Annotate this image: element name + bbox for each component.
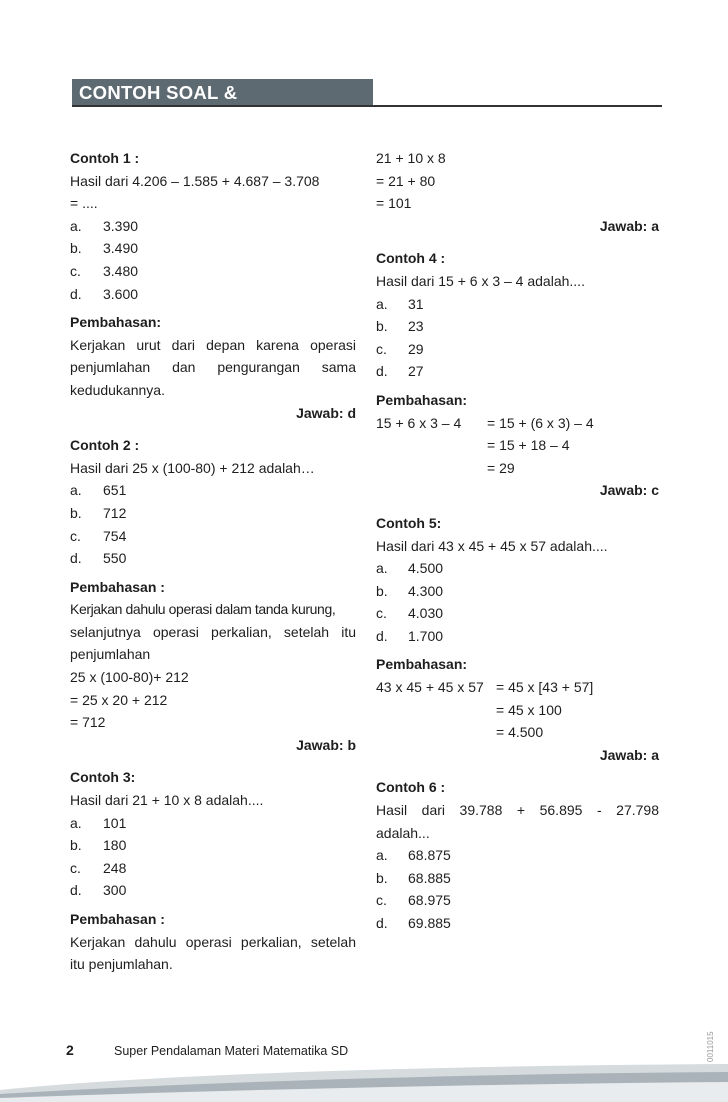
solution-step: = 712 [70,714,106,731]
example-4-question: Hasil dari 15 + 6 x 3 – 4 adalah.... [376,272,585,289]
option-row: c. 248 [70,859,127,876]
option-row: a. 4.500 [376,560,444,577]
explanation-line: selanjutnya operasi perkalian, setelah itu [70,623,356,640]
section-header [72,79,662,130]
explanation-line: kedudukannya. [70,381,165,398]
equation-row: = 29 [487,459,515,476]
footer-swoosh-decoration [0,1060,728,1102]
option-row: c. 29 [376,340,424,357]
answer-label: Jawab: c [599,482,659,499]
left-column [70,147,356,976]
option-row: d. 550 [70,550,127,567]
example-5-question: Hasil dari 43 x 45 + 45 x 57 adalah.... [376,537,608,554]
option-row: b. 68.885 [376,869,451,886]
explanation-line: Kerjakan dahulu operasi dalam tanda kurung, [70,601,336,618]
equation-row: 15 + 6 x 3 – 4 = 15 + (6 x 3) – 4 [376,414,594,431]
option-row: d. 27 [376,363,424,380]
book-title: Super Pendalaman Materi Matematika SD [114,1044,349,1058]
solution-step: = 21 + 80 [376,172,436,189]
option-row: c. 4.030 [376,605,444,622]
explanation-line: Kerjakan dahulu operasi perkalian, setelah [70,933,356,950]
section-title: CONTOH SOAL & PEMBAHASAN [72,79,373,106]
option-row: b. 23 [376,318,424,335]
pembahasan-label: Pembahasan : [70,911,165,927]
answer-label: Jawab: a [599,746,659,763]
option-row: c. 68.975 [376,892,451,909]
example-6-question-cont: adalah... [376,824,430,841]
equation-row: 43 x 45 + 45 x 57 = 45 x [43 + 57] [376,679,594,696]
answer-label: Jawab: a [599,217,659,234]
option-row: d. 300 [70,882,127,899]
option-row: a. 68.875 [376,847,451,864]
example-6-title: Contoh 6 : [376,779,446,796]
example-5-title: Contoh 5: [376,514,442,531]
explanation-line: penjumlahan [70,646,151,663]
explanation-line: itu penjumlahan. [70,956,173,973]
solution-step: = 25 x 20 + 212 [70,691,168,708]
example-2-title: Contoh 2 : [70,437,140,454]
equation-row: = 4.500 [496,724,544,741]
pembahasan-label: Pembahasan: [376,656,468,673]
solution-step: = 101 [376,195,412,212]
page-number: 2 [66,1042,74,1058]
example-1-question-cont: = .... [70,195,98,212]
header-rule [72,105,662,107]
option-row: a. 3.390 [70,217,139,234]
example-6-question: Hasil dari 39.788 + 56.895 - 27.798 [376,802,659,819]
option-row: a. 651 [70,482,127,499]
option-row: a. 31 [376,295,424,312]
option-row: c. 754 [70,527,127,544]
example-4-title: Contoh 4 : [376,250,446,267]
print-code: 0011015 [706,1031,715,1062]
option-row: a. 101 [70,814,127,831]
pembahasan-label: Pembahasan : [70,578,165,595]
example-1-title: Contoh 1 : [70,150,140,166]
option-row: d. 1.700 [376,627,444,644]
option-row: b. 3.490 [70,240,139,257]
option-row: b. 180 [70,837,127,854]
example-2-question: Hasil dari 25 x (100-80) + 212 adalah… [70,459,315,476]
solution-step: 25 x (100-80)+ 212 [70,669,189,686]
example-3-title: Contoh 3: [70,769,136,786]
equation-row: = 15 + 18 – 4 [487,437,570,454]
solution-step: 21 + 10 x 8 [376,150,446,166]
answer-label: Jawab: d [296,404,356,421]
explanation-line: penjumlahan dan pengurangan sama [70,359,356,376]
equation-row: = 45 x 100 [496,701,562,718]
answer-label: Jawab: b [296,736,356,753]
example-3-question: Hasil dari 21 + 10 x 8 adalah.... [70,792,264,809]
pembahasan-label: Pembahasan: [376,391,468,408]
option-row: c. 3.480 [70,262,139,279]
option-row: b. 712 [70,504,127,521]
option-row: b. 4.300 [376,582,444,599]
pembahasan-label: Pembahasan: [70,314,162,331]
option-row: d. 3.600 [70,285,139,302]
example-1-question: Hasil dari 4.206 – 1.585 + 4.687 – 3.708 [70,172,320,189]
explanation-line: Kerjakan urut dari depan karena operasi [70,336,356,353]
option-row: d. 69.885 [376,915,451,931]
right-column [376,147,659,935]
